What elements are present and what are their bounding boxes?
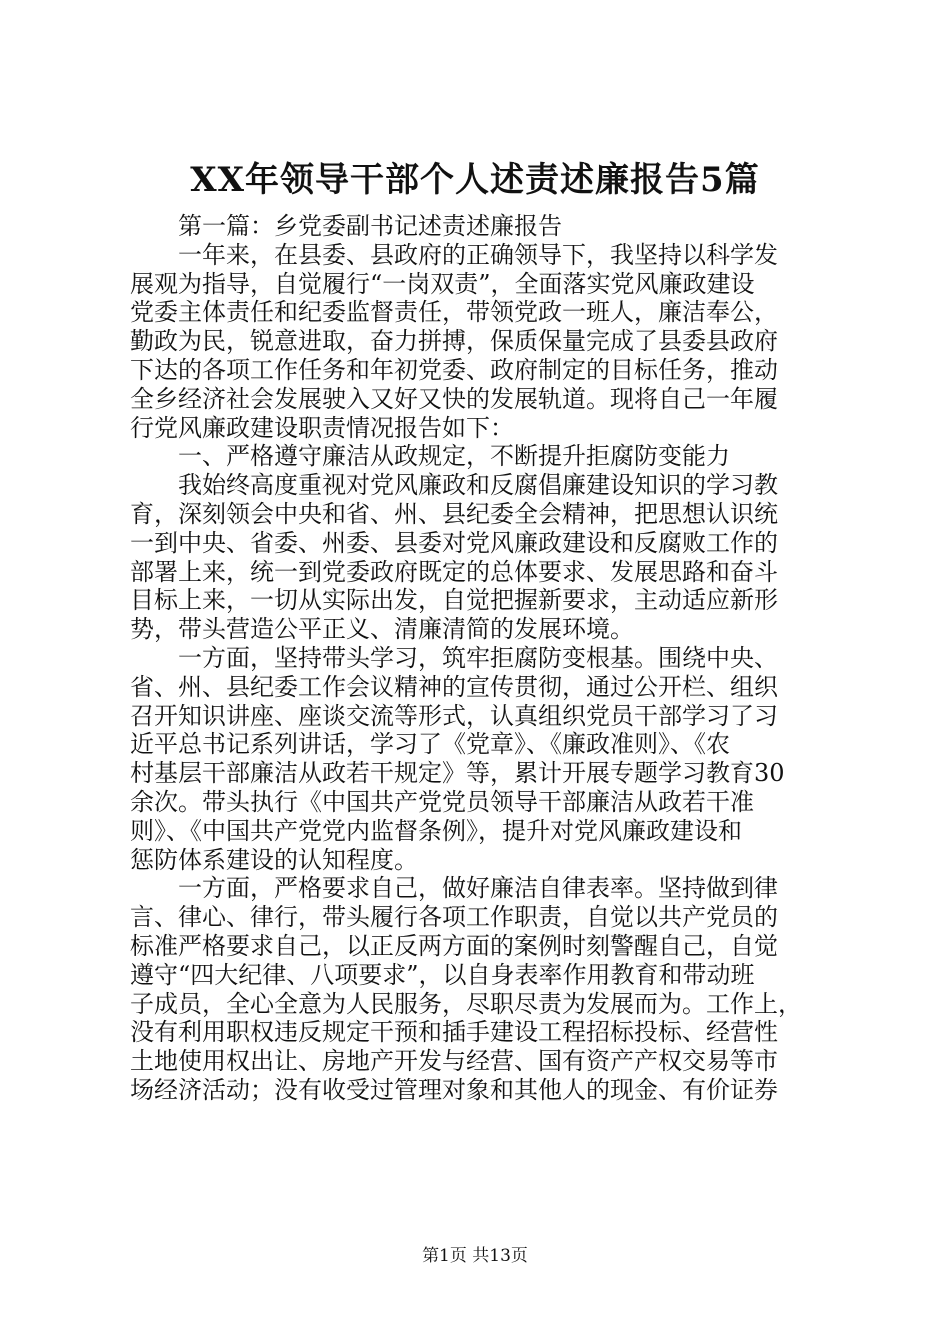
- paragraph-line: 余次。带头执行《中国共产党党员领导干部廉洁从政若干准: [130, 787, 754, 816]
- paragraph-line: 标准严格要求自己，以正反两方面的案例时刻警醒自己，自觉: [130, 931, 778, 960]
- paragraph-line: 下达的各项工作任务和年初党委、政府制定的目标任务，推动: [130, 355, 778, 384]
- paragraph-line: 场经济活动；没有收受过管理对象和其他人的现金、有价证券: [130, 1075, 778, 1104]
- paragraph-line: 目标上来，一切从实际出发，自觉把握新要求，主动适应新形: [130, 586, 778, 615]
- paragraph-line: 一方面，坚持带头学习，筑牢拒腐防变根基。围绕中央、: [178, 643, 778, 672]
- paragraph-line: 土地使用权出让、房地产开发与经营、国有资产产权交易等市: [130, 1047, 778, 1076]
- paragraph-line: 召开知识讲座、座谈交流等形式，认真组织党员干部学习了习: [130, 701, 778, 730]
- paragraph-line: 没有利用职权违反规定干预和插手建设工程招标投标、经营性: [130, 1018, 778, 1047]
- paragraph-line: 展观为指导，自觉履行“一岗双责”，全面落实党风廉政建设: [130, 269, 755, 298]
- document-body: [130, 212, 830, 1105]
- paragraph-line: 勤政为民，锐意进取，奋力拼搏，保质保量完成了县委县政府: [130, 327, 778, 356]
- document-title: XX年领导干部个人述责述廉报告5篇: [190, 160, 760, 200]
- paragraph-line: 省、州、县纪委工作会议精神的宣传贯彻，通过公开栏、组织: [130, 672, 778, 701]
- paragraph-line: 言、律心、律行，带头履行各项工作职责，自觉以共产党员的: [130, 903, 778, 932]
- paragraph-line: 一年来，在县委、县政府的正确领导下，我坚持以科学发: [178, 240, 778, 269]
- paragraph-line: 全乡经济社会发展驶入又好又快的发展轨道。现将自己一年履: [130, 384, 778, 413]
- paragraph-line: 行党风廉政建设职责情况报告如下：: [130, 413, 514, 442]
- paragraph-line: 一方面，严格要求自己，做好廉洁自律表率。坚持做到律: [178, 874, 778, 903]
- paragraph-line: 村基层干部廉洁从政若干规定》等，累计开展专题学习教育30: [130, 759, 785, 788]
- paragraph-line: 我始终高度重视对党风廉政和反腐倡廉建设知识的学习教: [178, 471, 778, 500]
- paragraph-line: 惩防体系建设的认知程度。: [130, 845, 418, 874]
- paragraph-line: 子成员，全心全意为人民服务，尽职尽责为发展而为。工作上，: [130, 989, 802, 1018]
- paragraph-line: 育，深刻领会中央和省、州、县纪委全会精神，把思想认识统: [130, 499, 778, 528]
- paragraph-line: 一到中央、省委、州委、县委对党风廉政建设和反腐败工作的: [130, 528, 778, 557]
- subsection-heading: 一、严格遵守廉洁从政规定，不断提升拒腐防变能力: [178, 442, 730, 471]
- paragraph-line: 部署上来，统一到党委政府既定的总体要求、发展思路和奋斗: [130, 557, 778, 586]
- page-number-footer: 第1页 共13页: [422, 1246, 528, 1266]
- section-heading: 第一篇：乡党委副书记述责述廉报告: [178, 212, 562, 240]
- paragraph-line: 遵守“四大纪律、八项要求”，以自身表率作用教育和带动班: [130, 960, 755, 989]
- paragraph-line: 近平总书记系列讲话，学习了《党章》、《廉政准则》、《农: [130, 730, 730, 759]
- paragraph-line: 势，带头营造公平正义、清廉清简的发展环境。: [130, 615, 634, 644]
- paragraph-line: 党委主体责任和纪委监督责任，带领党政一班人，廉洁奉公，: [130, 298, 778, 327]
- paragraph-line: 则》、《中国共产党党内监督条例》，提升对党风廉政建设和: [130, 816, 742, 845]
